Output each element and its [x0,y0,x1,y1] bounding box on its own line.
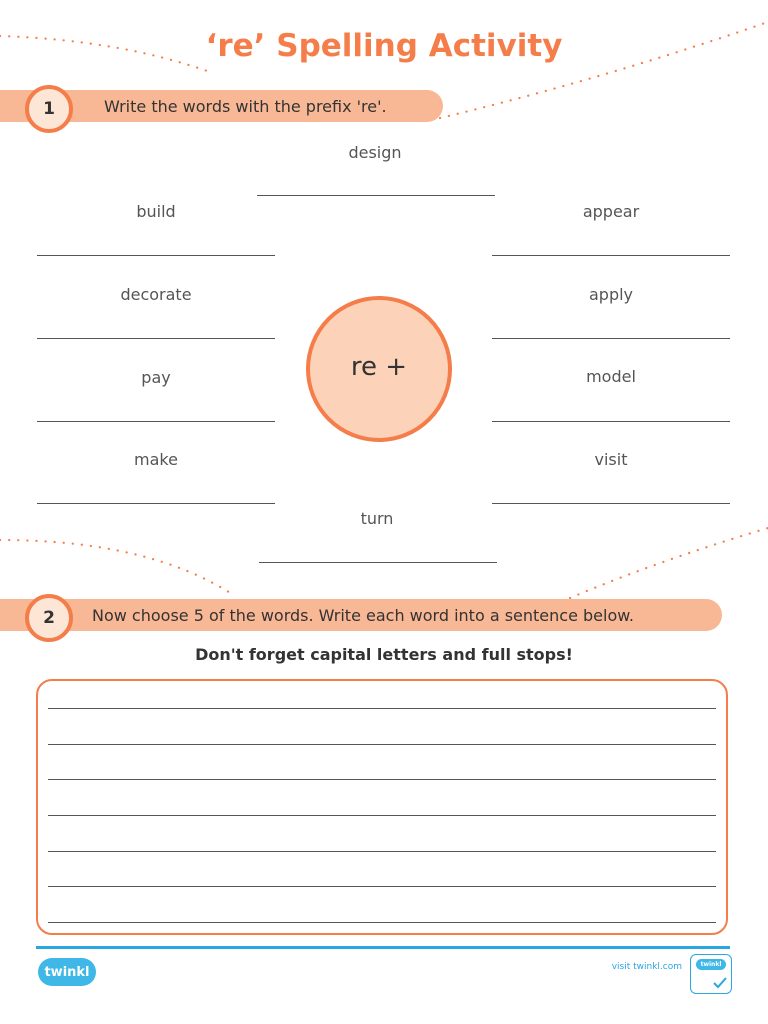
answer-line-apply[interactable] [492,338,730,339]
answer-line-pay[interactable] [37,421,275,422]
word-appear: appear [582,202,640,221]
answer-line-decorate[interactable] [37,338,275,339]
section-2-number: 2 [25,594,73,642]
sentence-line[interactable] [48,815,716,816]
sentence-line[interactable] [48,744,716,745]
section-1-number: 1 [25,85,73,133]
word-make: make [134,450,178,469]
answer-line-visit[interactable] [492,503,730,504]
sentence-line[interactable] [48,851,716,852]
word-visit: visit [594,450,628,469]
word-apply: apply [588,285,634,304]
answer-line-build[interactable] [37,255,275,256]
answer-line-appear[interactable] [492,255,730,256]
sentence-line[interactable] [48,779,716,780]
prefix-circle [306,296,452,442]
word-turn: turn [360,509,394,528]
word-pay: pay [141,368,171,387]
word-decorate: decorate [120,285,192,304]
sentence-line[interactable] [48,922,716,923]
quality-badge [690,954,732,994]
section-2-banner [0,599,722,631]
page-title: ‘re’ Spelling Activity [205,28,563,64]
section-2-instruction: Now choose 5 of the words. Write each word into a sentence below. [92,605,634,625]
visit-link[interactable]: visit twinkl.com [611,962,682,972]
word-design: design [348,143,402,162]
prefix-label: re + [350,352,408,382]
section-1-instruction: Write the words with the prefix 're'. [104,96,387,116]
check-icon [713,977,727,989]
word-build: build [136,202,176,221]
sentence-writing-box [36,679,728,935]
sentence-line[interactable] [48,708,716,709]
footer-rule [36,946,730,949]
answer-line-turn[interactable] [259,562,497,563]
twinkl-logo[interactable]: twinkl [38,958,96,986]
badge-logo: twinkl [696,959,726,970]
sentence-line[interactable] [48,886,716,887]
answer-line-design[interactable] [257,195,495,196]
answer-line-make[interactable] [37,503,275,504]
answer-line-model[interactable] [492,421,730,422]
word-model: model [586,367,636,386]
reminder-text: Don't forget capital letters and full stops! [195,645,573,664]
